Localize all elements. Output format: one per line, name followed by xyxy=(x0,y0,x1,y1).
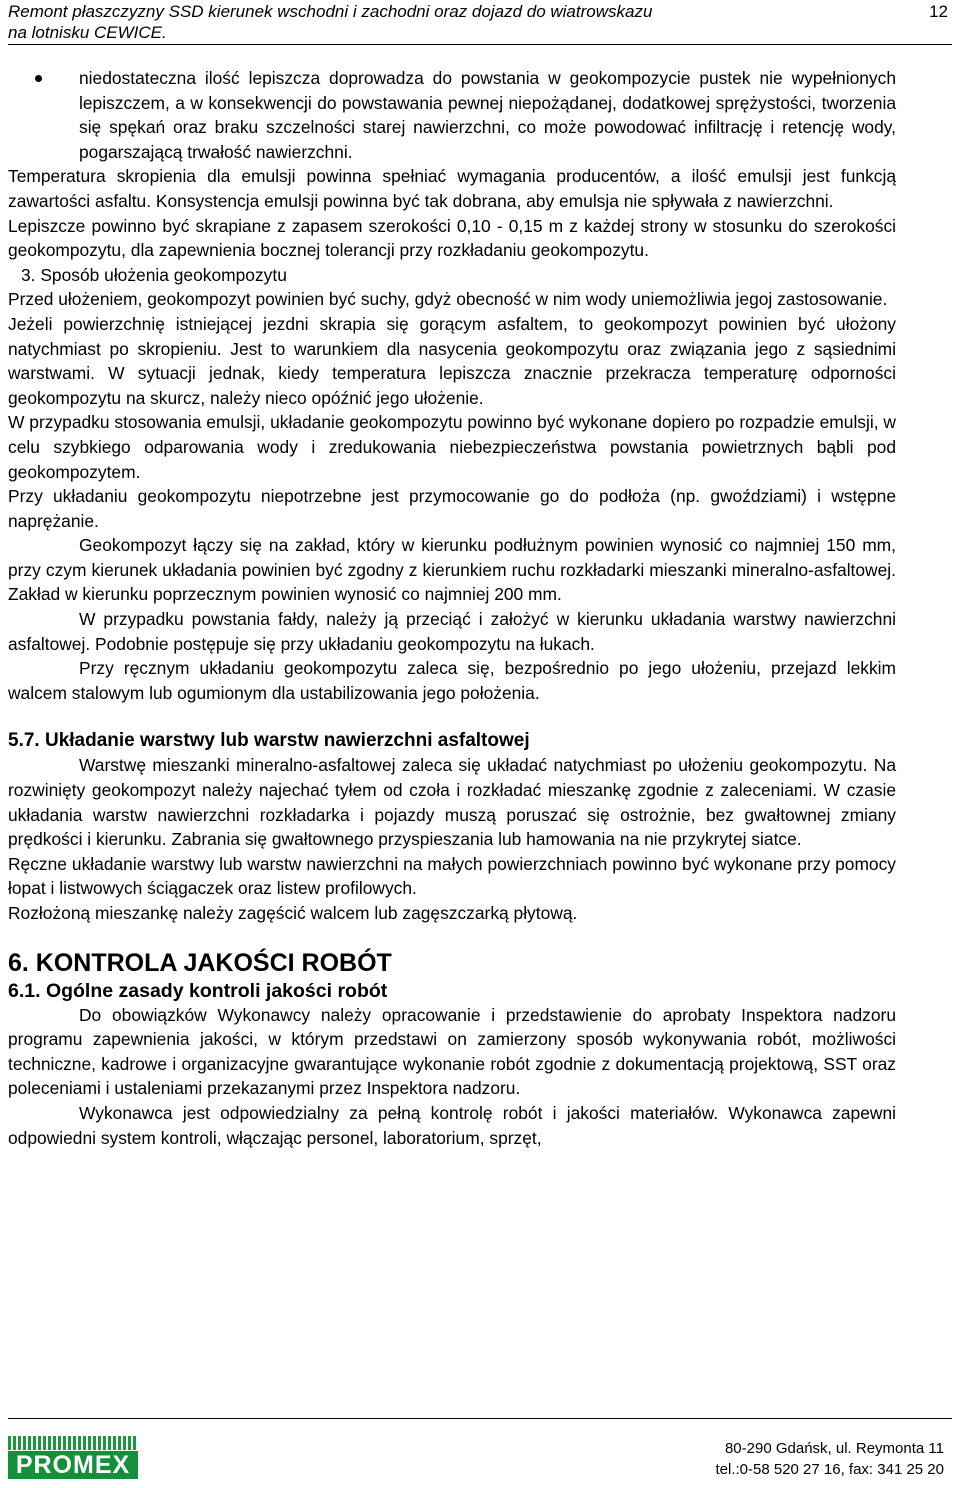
title-line-2: na lotnisku CEWICE. xyxy=(8,23,167,42)
chapter-heading-6: 6. KONTROLA JAKOŚCI ROBÓT xyxy=(8,948,392,977)
promex-logo xyxy=(8,1436,138,1480)
paragraph: Jeżeli powierzchnię istniejącej jezdni skrapia się gorącym asfaltem, to geokompozyt powinien być ułożony natychmiast po skropieniu. Jest to warunkiem dla nasycenia geokompozytu oraz związania jego z sąsiednimi warstwami. W sytuacji jednak, kiedy temperatura lepiszcza znacznie przekracza temperaturę odporności geokompozytu na skurcz, należy nieco opóźnić jego ułożenie. xyxy=(8,313,896,408)
section-heading-6-1: 6.1. Ogólne zasady kontroli jakości robót xyxy=(8,979,388,1002)
paragraph: Przy ręcznym układaniu geokompozytu zaleca się, bezpośrednio po jego ułożeniu, przejazd lekkim walcem stalowym lub ogumionym dla ustabilizowania jego położenia. xyxy=(8,658,896,703)
bullet-dot xyxy=(35,75,42,82)
paragraph: W przypadku stosowania emulsji, układanie geokompozytu powinno być wykonane dopiero po rozpadzie emulsji, w celu szybkiego odparowania wody i zredukowania niebezpieczeństwa powstania powietrznych bąbli pod geokompozytem. xyxy=(8,412,896,482)
document-body xyxy=(8,66,896,1150)
title-line-1: Remont płaszczyzny SSD kierunek wschodni i zachodni oraz dojazd do wiatrowskazu xyxy=(8,2,653,21)
paragraph: Lepiszcze powinno być skrapiane z zapasem szerokości 0,10 - 0,15 m z każdej strony w stosunku do szerokości geokompozytu, dla zapewnienia bocznej tolerancji przy rozkładaniu geokompozytu. xyxy=(8,215,896,261)
paragraph: Ręczne układanie warstwy lub warstw nawierzchni na małych powierzchniach powinno być wykonane przy pomocy łopat i listwowych ściągaczek oraz listew profilowych. xyxy=(8,853,896,899)
paragraph: Wykonawca jest odpowiedzialny za pełną kontrolę robót i jakości materiałów. Wykonawca zapewni odpowiedni system kontroli, włączając personel, laboratorium, sprzęt, xyxy=(8,1102,896,1148)
section-heading-5-7: 5.7. Układanie warstwy lub warstw nawierzchni asfaltowej xyxy=(8,730,530,752)
paragraph: Rozłożoną mieszankę należy zagęścić walcem lub zagęszczarką płytową. xyxy=(8,903,578,923)
address-line-1: 80-290 Gdańsk, ul. Reymonta 11 xyxy=(724,1440,944,1457)
bullet-text: niedostateczna ilość lepiszcza doprowadza do powstania w geokompozycie pustek nie wypełnionych lepiszczem, a w konsekwencji do powstawania pewnej niepożądanej, dodatkowej sprężystości, tworzenia się spękań oraz braku szczelności starej nawierzchni, co może powodować infiltrację i retencję wody, pogarszającą trwałość nawierzchni. xyxy=(79,68,896,162)
paragraph: Przed ułożeniem, geokompozyt powinien być suchy, gdyż obecność w nim wody uniemożliwia jegoj zastosowanie. xyxy=(8,289,888,310)
paragraph: Warstwę mieszanki mineralno-asfaltowej zaleca się układać natychmiast po ułożeniu geokompozytu. Na rozwinięty geokompozyt należy najechać tyłem od czoła i rozkładać mieszankę zgodnie z zaleceniami. W czasie układania warstw nawierzchni rozkładarka i pojazdy muszą poruszać się ostrożnie, bez gwałtownej zmiany prędkości i kierunku. Zabrania się gwałtownego przyspieszania lub hamowania na nie przykrytej siatce. xyxy=(8,755,896,850)
page-number: 12 xyxy=(929,2,948,21)
bullet-item xyxy=(8,66,896,164)
footer-divider xyxy=(8,1418,952,1419)
logo-text: PROMEX xyxy=(8,1451,138,1479)
paragraph: Przy układaniu geokompozytu niepotrzebne jest przymocowanie go do podłoża (np. gwoździami) i wstępne naprężanie. xyxy=(8,486,896,531)
paragraph: Temperatura skropienia dla emulsji powinna spełniać wymagania producentów, a ilość emulsji jest funkcją zawartości asfaltu. Konsystencja emulsji powinna być tak dobrana, aby emulsja nie spływała z nawierzchni. xyxy=(8,166,896,211)
address-line-2: tel.:0-58 520 27 16, fax: 341 25 20 xyxy=(715,1461,944,1478)
page-header xyxy=(8,0,952,45)
logo-pattern xyxy=(8,1436,138,1450)
paragraph: Do obowiązków Wykonawcy należy opracowanie i przedstawienie do aprobaty Inspektora nadzoru programu zapewnienia jakości, w którym przedstawi on zamierzony sposób wykonywania robót, możliwości techniczne, kadrowe i organizacyjne gwarantujące wykonanie robót zgodnie z dokumentacją projektową, SST oraz poleceniami i ustaleniami przekazanymi przez Inspektora nadzoru. xyxy=(8,1004,896,1099)
section-heading-3: 3. Sposób ułożenia geokompozytu xyxy=(21,264,287,285)
paragraph: W przypadku powstania fałdy, należy ją przeciąć i założyć w kierunku układania warstwy nawierzchni asfaltowej. Podobnie postępuje się przy układaniu geokompozytu na łukach. xyxy=(8,609,896,654)
paragraph: Geokompozyt łączy się na zakład, który w kierunku podłużnym powinien wynosić co najmniej 150 mm, przy czym kierunek układania powinien być zgodny z kierunkiem ruchu rozkładarki mieszanki mineralno-asfaltowej. Zakład w kierunku poprzecznym powinien wynosić co najmniej 200 mm. xyxy=(8,535,896,605)
document-title xyxy=(8,1,788,43)
footer-address xyxy=(715,1438,944,1480)
